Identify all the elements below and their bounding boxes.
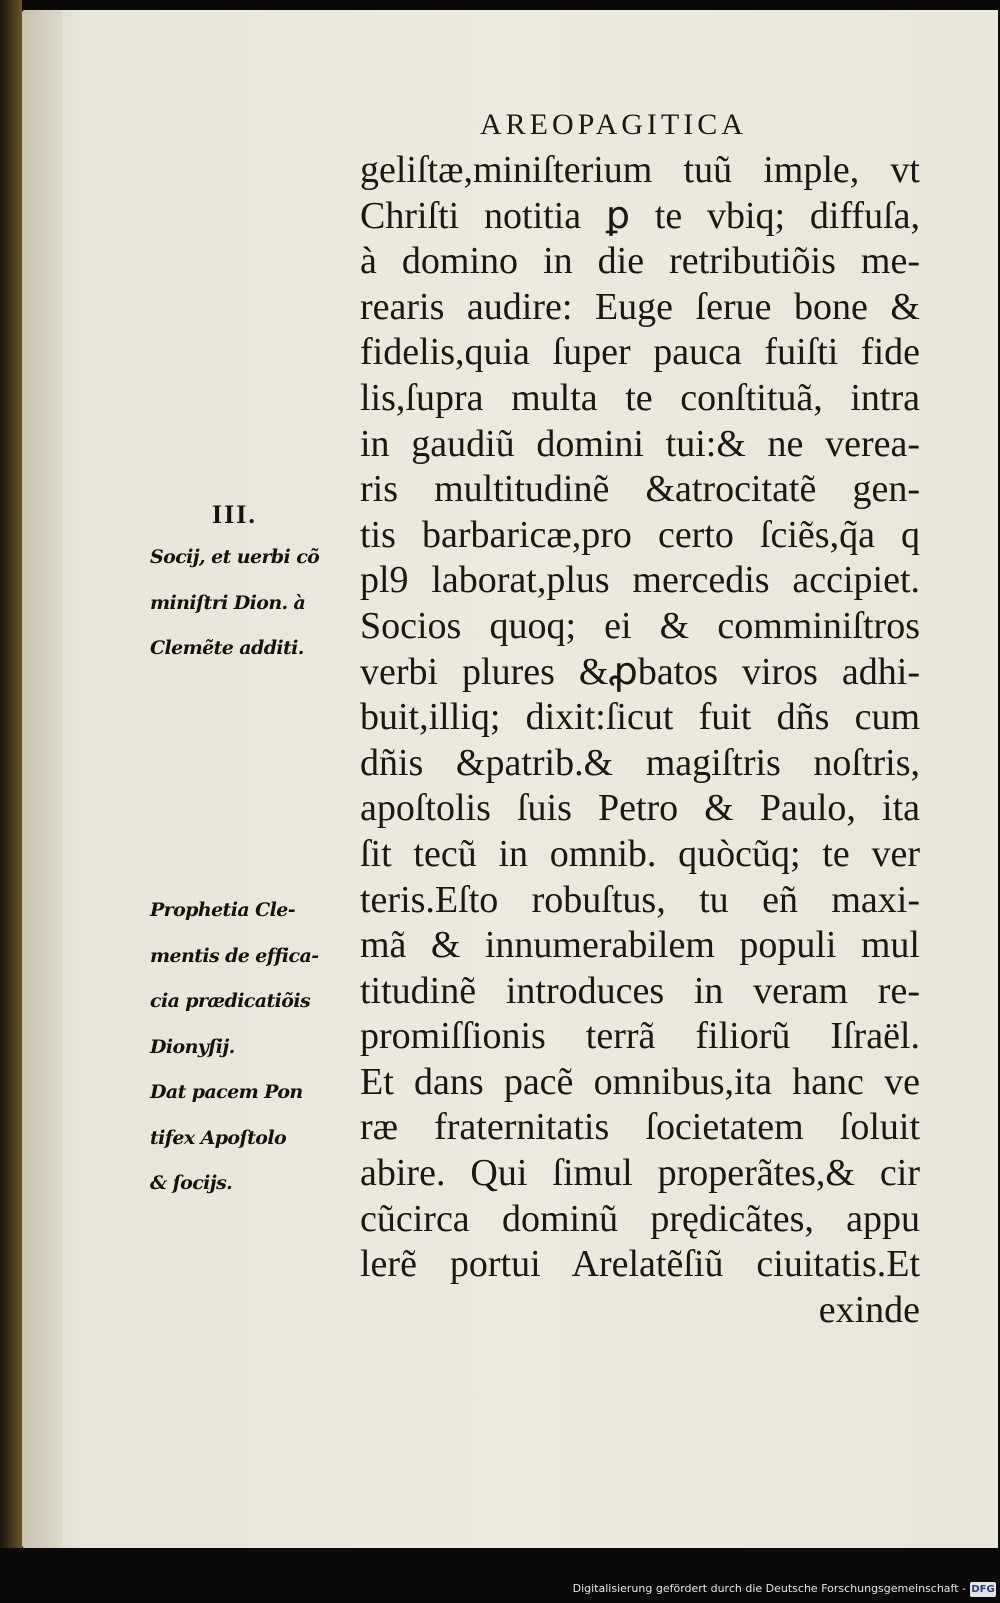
text-line: Et dans pacẽ omnibus,ita hanc ve xyxy=(360,1060,920,1103)
text-line: mã & innumerabilem populi mul xyxy=(360,924,920,967)
dfg-logo: DFG xyxy=(971,1584,995,1595)
text-line: à domino in die retributiõis me- xyxy=(360,240,920,283)
text-line: promiſſionis terrã filiorũ Iſraël. xyxy=(360,1015,920,1058)
text-line: cũcirca dominũ prędicãtes, appu xyxy=(360,1197,920,1240)
text-line: teris.Eſto robuſtus, tu eñ maxi- xyxy=(360,878,920,921)
marginal-note-line: Clemẽte additi. xyxy=(150,637,304,660)
text-line: lis,ſupra multa te conſtituã, intra xyxy=(360,376,920,419)
marginal-note-prophetia xyxy=(150,888,360,1070)
text-line: rearis audire: Euge ſerue bone & xyxy=(360,285,920,328)
text-line: ris multitudinẽ &atrocitatẽ gen- xyxy=(360,468,920,511)
marginal-note-pacem xyxy=(150,1070,360,1207)
footer-bar xyxy=(0,1548,1000,1603)
text-line: lerẽ portui Arelatẽſiũ ciuitatis.Et xyxy=(360,1243,920,1286)
text-line: in gaudiũ domini tui:& ne verea- xyxy=(360,422,920,465)
marginal-note-line: Dionyſij. xyxy=(150,1035,235,1058)
text-line: Chriſti notitia ꝑ te vbiq; diffuſa, xyxy=(360,194,920,237)
marginal-note-socij xyxy=(150,535,360,672)
marginal-note-line: cia prædicatiõis xyxy=(150,990,311,1013)
text-line: Socios quoq; ei & comminiſtros xyxy=(360,604,920,647)
running-head: AREOPAGITICA xyxy=(480,108,747,141)
marginal-note-line: tifex Apoſtolo xyxy=(150,1126,287,1149)
catchword: exinde xyxy=(818,1288,920,1331)
funding-credit: Digitalisierung gefördert durch die Deutsche Forschungsgemeinschaft - xyxy=(572,1582,966,1595)
text-line: ræ fraternitatis ſocietatem ſoluit xyxy=(360,1106,920,1149)
text-line: verbi plures &ꝓbatos viros adhi- xyxy=(360,650,920,693)
text-line: tis barbaricæ,pro certo ſciẽs,q̃a q xyxy=(360,513,920,556)
text-line: abire. Qui ſimul properãtes,& cir xyxy=(360,1152,920,1195)
marginal-note-line: & ſocijs. xyxy=(150,1172,233,1195)
section-number: III. xyxy=(212,500,257,529)
text-line: geliſtæ,miniſterium tuũ imple, vt xyxy=(360,149,920,191)
text-line: dñis &patrib.& magiſtris noſtris, xyxy=(360,741,920,784)
marginal-note-line: Socij, et uerbi cõ xyxy=(150,546,320,568)
text-line: titudinẽ introduces in veram re- xyxy=(360,969,920,1012)
main-text-block xyxy=(360,148,920,1333)
text-line: pl9 laborat,plus mercedis accipiet. xyxy=(360,559,920,602)
text-line: fidelis,quia ſuper pauca fuiſti fide xyxy=(360,331,920,374)
marginal-note-line: miniſtri Dion. à xyxy=(150,591,306,614)
marginal-note-line: Dat pacem Pon xyxy=(150,1081,303,1103)
page-gutter xyxy=(22,10,62,1548)
text-line: buit,illiq; dixit:ſicut fuit dñs cum xyxy=(360,696,920,739)
marginal-note-line: Prophetia Cle- xyxy=(150,899,295,921)
text-line: ſit tecũ in omnib. quòcũq; te ver xyxy=(360,832,920,875)
marginal-note-line: mentis de effica- xyxy=(150,944,319,967)
text-line: apoſtolis ſuis Petro & Paulo, ita xyxy=(360,787,920,830)
spine-shadow xyxy=(0,0,22,1548)
